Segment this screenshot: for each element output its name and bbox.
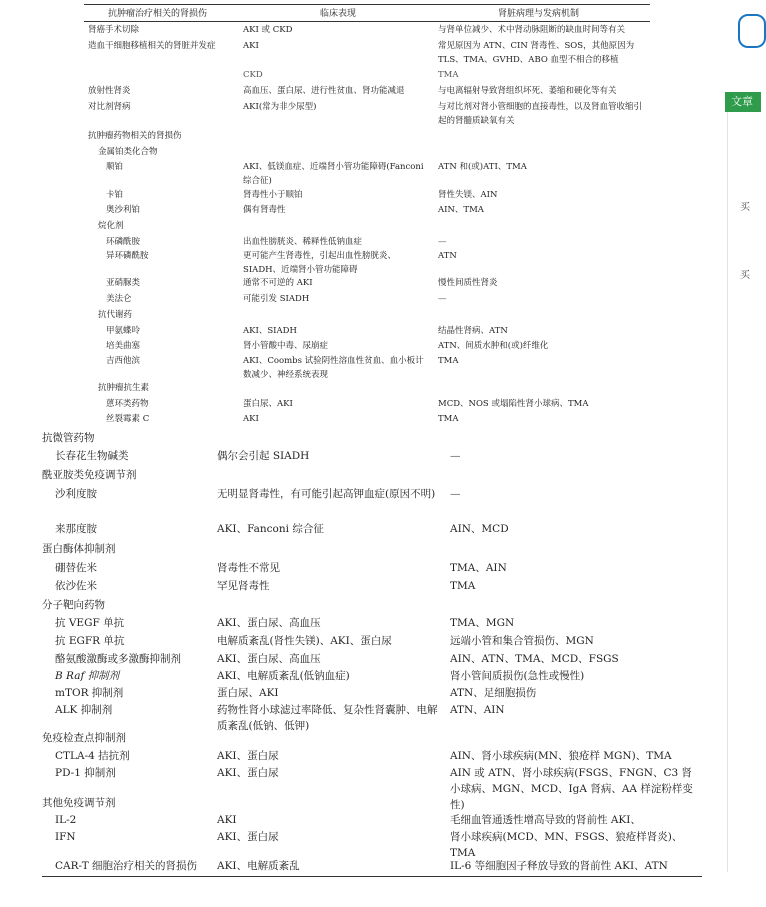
- row-c3: AIN、肾小球疾病(MN、狼疮样 MGN)、TMA: [450, 750, 672, 762]
- row-c2: 更可能产生肾毒性，引起出血性膀胱炎、SIADH、近端肾小管功能障碍: [243, 251, 397, 275]
- header-col3: 肾脏病理与发病机制: [498, 9, 580, 19]
- section-heading: 分子靶向药物: [42, 599, 105, 611]
- row-c2: AKI、电解质紊乱: [217, 860, 300, 872]
- row-c3: —: [450, 450, 461, 462]
- row-c2: 蛋白尿、AKI: [243, 399, 293, 409]
- row-c2: 肾毒性小于顺铂: [243, 190, 303, 200]
- row-c2: AKI: [243, 414, 259, 424]
- row-c3: 常见原因为 ATN、CIN 肾毒性、SOS，其他原因为 TLS、TMA、GVHD、ABO 血型不相合的移植: [438, 41, 635, 65]
- subsection-heading: 金属铂类化合物: [98, 147, 158, 157]
- row-c1: 抗 VEGF 单抗: [55, 617, 125, 629]
- row-c3: —: [450, 488, 461, 500]
- row-c1: IFN: [55, 831, 76, 843]
- row-c1: mTOR 抑制剂: [55, 687, 124, 699]
- row-c2: 可能引发 SIADH: [243, 294, 310, 304]
- row-c3: TMA: [438, 414, 459, 424]
- row-c2: 出血性膀胱炎、稀释性低钠血症: [243, 237, 363, 247]
- row-c3: AIN、TMA: [438, 205, 484, 215]
- section-heading: 免疫检查点抑制剂: [42, 732, 126, 744]
- row-c3: 远端小管和集合管损伤、MGN: [450, 635, 594, 647]
- row-c1: 对比剂肾病: [88, 102, 131, 112]
- table-bottom-rule: [42, 876, 702, 877]
- table-top-rule: [84, 4, 650, 5]
- row-c3: TMA、AIN: [450, 562, 507, 574]
- row-c2: AKI、蛋白尿: [217, 767, 279, 779]
- row-c3: 慢性间质性肾炎: [438, 278, 498, 288]
- section-heading: 蛋白酶体抑制剂: [42, 543, 116, 555]
- row-c3: 肾小球疾病(MCD、MN、FSGS、狼疮样肾炎)、TMA: [450, 831, 683, 859]
- row-c2: 肾小管酸中毒、尿崩症: [243, 341, 329, 351]
- row-c3: MCD、NOS 或塌陷性肾小球病、TMA: [438, 399, 589, 409]
- row-c1: 吉西他滨: [106, 356, 141, 366]
- row-c2: 电解质紊乱(肾性失镁)、AKI、蛋白尿: [217, 635, 392, 647]
- row-c2: AKI、电解质紊乱(低钠血症): [217, 670, 350, 682]
- row-c3: AIN 或 ATN、肾小球疾病(FSGS、FNGN、C3 肾小球病、MGN、MCD、IgA 肾病、AA 样淀粉样变性): [450, 767, 693, 811]
- header-col1: 抗肿瘤治疗相关的肾损伤: [108, 9, 208, 19]
- subsection-heading: 烷化剂: [98, 221, 124, 231]
- row-c3: 与对比剂对肾小管细胞的直接毒性，以及肾血管收缩引起的肾髓质缺氧有关: [438, 102, 643, 126]
- row-c1: 美法仑: [106, 294, 132, 304]
- row-c2: 蛋白尿、AKI: [217, 687, 279, 699]
- row-c3: ATN、足细胞损伤: [450, 687, 537, 699]
- row-c1: 依沙佐米: [55, 580, 97, 592]
- row-c3: 与电离辐射导致肾组织坏死、萎缩和硬化等有关: [438, 86, 617, 96]
- row-c1: 甲氨蝶呤: [106, 326, 141, 336]
- row-c1: 顺铂: [106, 162, 124, 172]
- row-c1: 卡铂: [106, 190, 124, 200]
- row-c2: AKI、蛋白尿、高血压: [217, 617, 321, 629]
- row-c1: 培美曲塞: [106, 341, 141, 351]
- subsection-heading: 抗肿瘤抗生素: [98, 383, 150, 393]
- header-col2: 临床表现: [320, 9, 357, 19]
- row-c3: ATN: [438, 251, 457, 261]
- row-c2: AKI、蛋白尿、高血压: [217, 653, 321, 665]
- row-c3: AIN、MCD: [450, 523, 509, 535]
- row-c1: 异环磷酰胺: [106, 251, 149, 261]
- row-c1: 来那度胺: [55, 523, 97, 535]
- row-c2: 无明显肾毒性，有可能引起高钾血症(原因不明): [217, 488, 436, 500]
- row-c1: 肾癌手术切除: [88, 25, 140, 35]
- row-c2: 通常不可逆的 AKI: [243, 278, 313, 288]
- row-c2: AKI、蛋白尿: [217, 831, 279, 843]
- row-c3: ATN、AIN: [450, 704, 505, 716]
- row-c2: AKI 或 CKD: [243, 25, 293, 35]
- row-c3: ATN 和(或)ATI、TMA: [438, 162, 527, 172]
- article-tab[interactable]: 文章: [725, 92, 761, 112]
- row-c1: 长春花生物碱类: [55, 450, 129, 462]
- row-c1: B Raf 抑制剂: [55, 670, 120, 682]
- section-heading: 抗肿瘤药物相关的肾损伤: [88, 131, 182, 141]
- row-c3: 肾小管间质损伤(急性或慢性): [450, 670, 585, 682]
- section-heading: 其他免疫调节剂: [42, 797, 116, 809]
- sidebar-char[interactable]: 买: [740, 202, 750, 213]
- row-c2: AKI: [217, 814, 237, 826]
- row-c1: 亚硝脲类: [106, 278, 141, 288]
- row-c1: 酪氨酸激酶或多激酶抑制剂: [55, 653, 181, 665]
- row-c1: PD-1 抑制剂: [55, 767, 116, 779]
- row-c1: 环磷酰胺: [106, 237, 141, 247]
- row-c3: IL-6 等细胞因子释放导致的肾前性 AKI、ATN: [450, 860, 668, 872]
- row-c2: 偶尔会引起 SIADH: [217, 450, 310, 462]
- row-c3: 毛细血管通透性增高导致的肾前性 AKI、: [450, 814, 641, 826]
- row-c3: 结晶性肾病、ATN: [438, 326, 508, 336]
- table-header-rule: [84, 21, 650, 22]
- row-c2: 高血压、蛋白尿、进行性贫血、肾功能减退: [243, 86, 405, 96]
- row-c1: 丝裂霉素 C: [106, 414, 150, 424]
- row-c3: AIN、ATN、TMA、MCD、FSGS: [450, 653, 619, 665]
- row-c2: AKI、Fanconi 综合征: [217, 523, 324, 535]
- row-c2: AKI(常为非少尿型): [243, 102, 317, 112]
- row-c1: IL-2: [55, 814, 77, 826]
- row-c2: 药物性肾小球滤过率降低、复杂性肾囊肿、电解质紊乱(低钠、低钾): [217, 704, 438, 732]
- row-c1: CTLA-4 拮抗剂: [55, 750, 130, 762]
- row-c1: 抗 EGFR 单抗: [55, 635, 125, 647]
- row-c2: 罕见肾毒性: [217, 580, 270, 592]
- subsection-heading: 抗代谢药: [98, 310, 133, 320]
- row-c2: AKI、Coombs 试验阴性溶血性贫血、血小板计数减少、神经系统表现: [243, 356, 424, 380]
- row-c3: TMA: [450, 580, 476, 592]
- row-c2: 肾毒性不常见: [217, 562, 280, 574]
- row-c2: CKD: [243, 70, 263, 80]
- section-heading: 酰亚胺类免疫调节剂: [42, 469, 137, 481]
- row-c3: TMA、MGN: [450, 617, 515, 629]
- row-c2: AKI、低镁血症、近端肾小管功能障碍(Fanconi 综合征): [243, 162, 424, 186]
- row-c3: 肾性失镁、AIN: [438, 190, 498, 200]
- row-c3: TMA: [438, 70, 459, 80]
- row-c3: ATN、间质水肿和(或)纤维化: [438, 341, 549, 351]
- row-c1: 蒽环类药物: [106, 399, 149, 409]
- row-c3: —: [438, 294, 447, 304]
- row-c1: 放射性肾炎: [88, 86, 131, 96]
- row-c2: AKI、SIADH: [243, 326, 297, 336]
- row-c2: AKI: [243, 41, 259, 51]
- section-heading: 抗微管药物: [42, 432, 95, 444]
- row-c2: AKI、蛋白尿: [217, 750, 279, 762]
- row-c1: CAR-T 细胞治疗相关的肾损伤: [55, 860, 198, 872]
- row-c3: TMA: [438, 356, 459, 366]
- avatar-icon[interactable]: [738, 14, 766, 48]
- row-c2: 偶有肾毒性: [243, 205, 286, 215]
- row-c1: ALK 抑制剂: [55, 704, 113, 716]
- row-c3: 与肾单位减少、术中肾动脉阻断的缺血时间等有关: [438, 25, 626, 35]
- sidebar-char[interactable]: 买: [740, 270, 750, 281]
- row-c1: 奥沙利铂: [106, 205, 141, 215]
- sidebar-panel: [727, 112, 758, 872]
- row-c3: —: [438, 237, 447, 247]
- row-c1: 造血干细胞移植相关的肾脏并发症: [88, 41, 216, 51]
- row-c1: 硼替佐米: [55, 562, 97, 574]
- row-c1: 沙利度胺: [55, 488, 97, 500]
